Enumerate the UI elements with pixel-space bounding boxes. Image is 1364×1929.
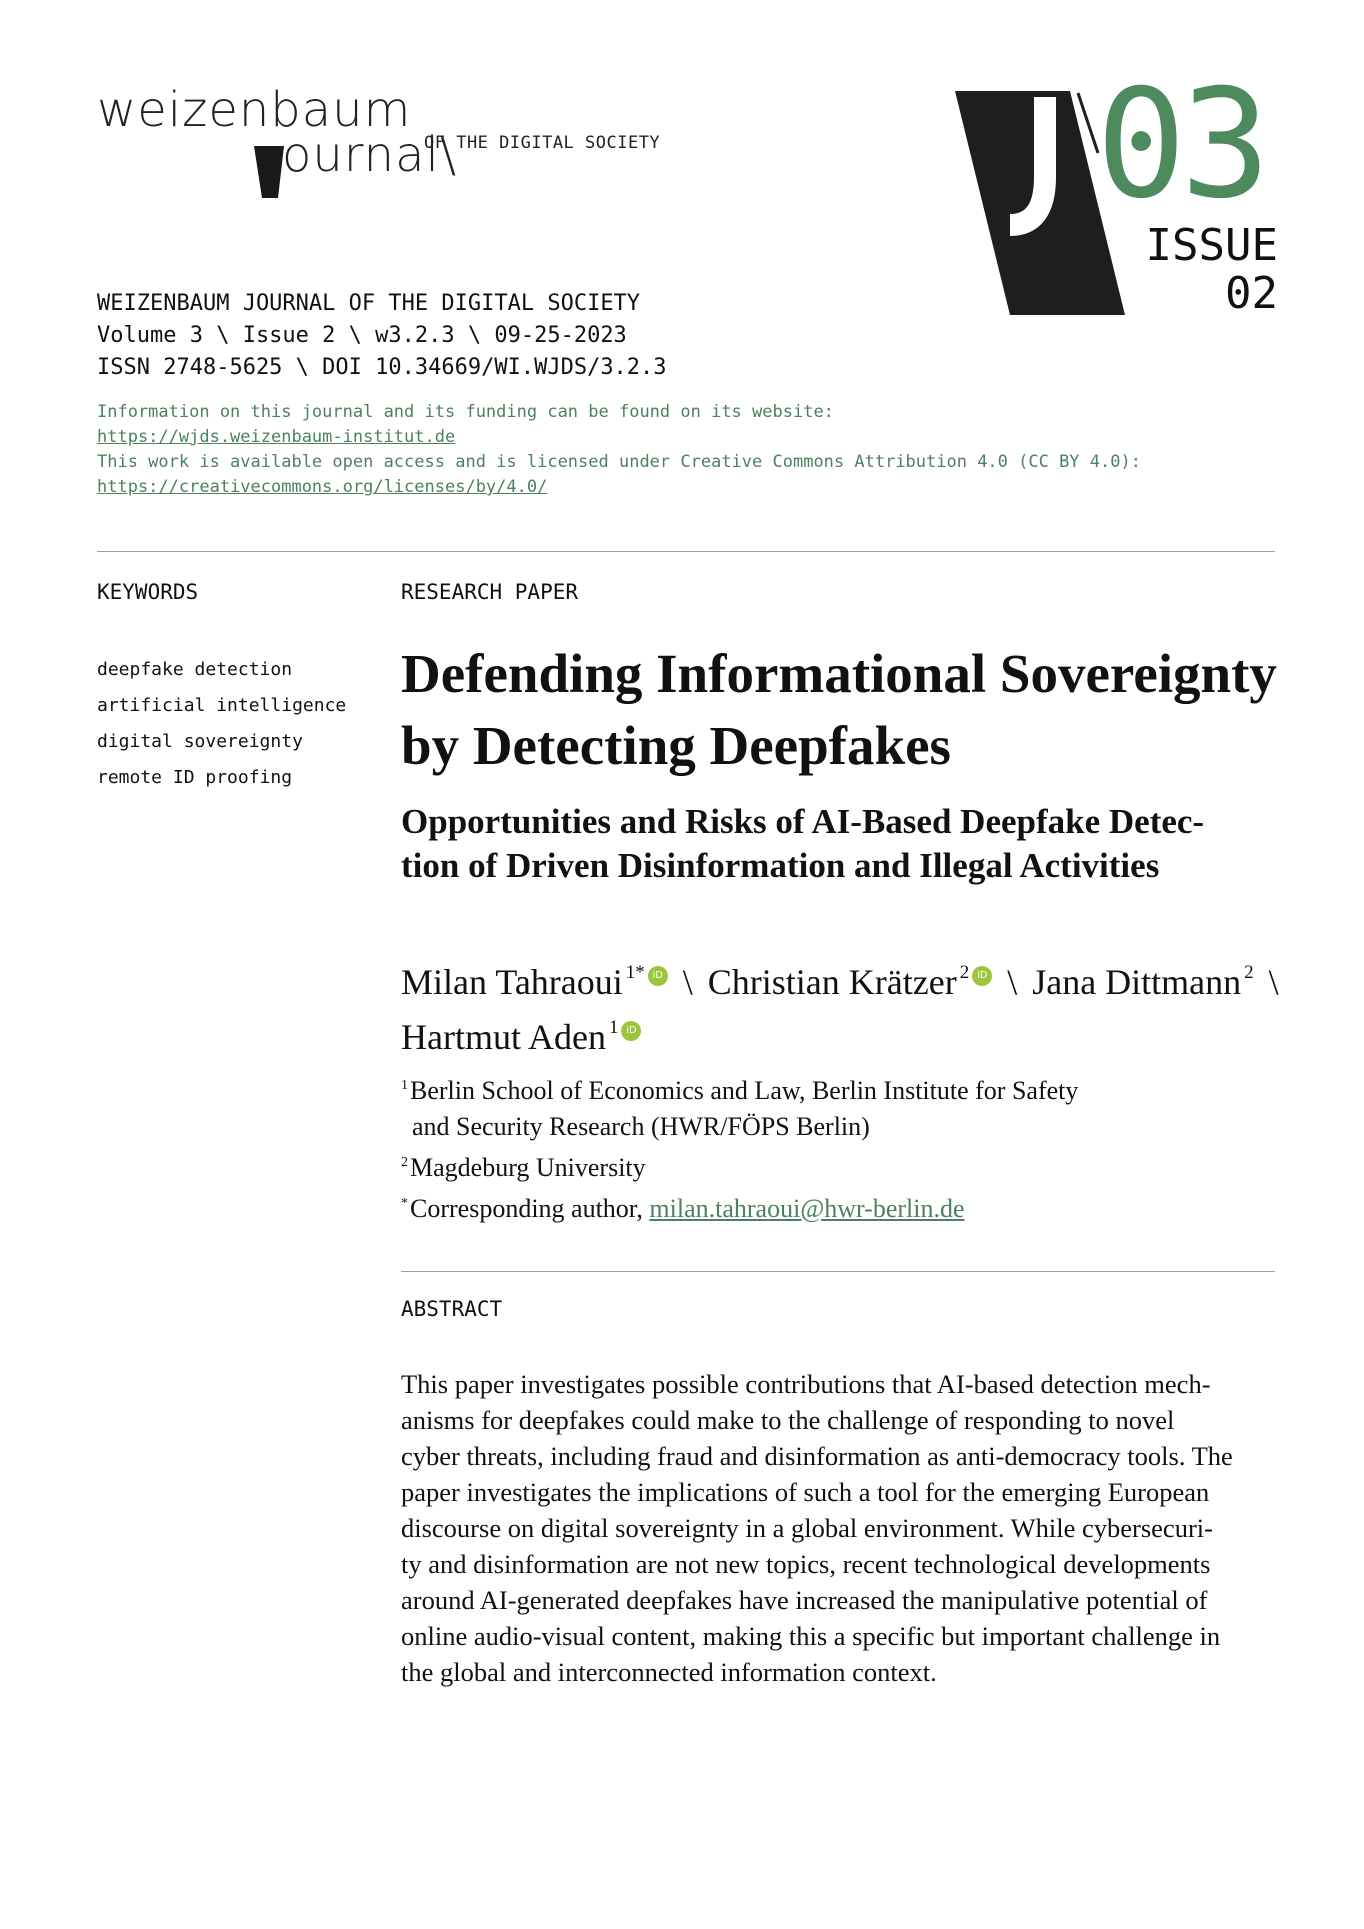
author-affiliation-mark: 2 — [959, 962, 970, 983]
abstract-body — [401, 1366, 1281, 1690]
author-name: Jana Dittmann — [1032, 962, 1242, 1002]
affiliation-mark: 2 — [401, 1155, 408, 1170]
author-list — [401, 950, 1301, 1060]
author-separator: \ — [1268, 962, 1279, 1002]
abstract-line: around AI-generated deepfakes have increased the manipulative potential of — [401, 1585, 1208, 1615]
affiliation-mark: 1 — [401, 1078, 408, 1093]
journal-metadata — [97, 288, 667, 384]
affiliation-2 — [401, 1145, 1301, 1186]
author-name: Milan Tahraoui — [401, 962, 623, 1002]
abstract-line: the global and interconnected information context. — [401, 1657, 937, 1687]
keywords-heading: KEYWORDS — [97, 580, 199, 604]
corresponding-author — [401, 1186, 1301, 1227]
paper-subtitle-line: Opportunities and Risks of AI-Based Deepfake Detec- — [401, 802, 1205, 841]
author-separator: \ — [682, 962, 693, 1002]
abstract-line: paper investigates the implications of such a tool for the emerging European — [401, 1477, 1210, 1507]
paper-title-line: Defending Informational Sovereignty — [401, 643, 1277, 704]
abstract-line: cyber threats, including fraud and disinformation as anti-democracy tools. The — [401, 1441, 1233, 1471]
license-link[interactable]: https://creativecommons.org/licenses/by/4.0/ — [97, 477, 548, 497]
paper-subtitle-line: tion of Driven Disinformation and Illegal Activities — [401, 846, 1160, 885]
issn-doi-line: ISSN 2748-5625 \ DOI 10.34669/WI.WJDS/3.2.3 — [97, 355, 667, 380]
affiliation-1 — [401, 1068, 1301, 1109]
author-affiliation-mark: 2 — [1244, 962, 1254, 983]
journal-logo-tagline: OF THE DIGITAL SOCIETY — [424, 133, 661, 153]
abstract-heading: ABSTRACT — [401, 1297, 503, 1321]
abstract-line: discourse on digital sovereignty in a global environment. While cybersecuri- — [401, 1513, 1213, 1543]
affiliation-text: Berlin School of Economics and Law, Berlin Institute for Safety — [410, 1076, 1079, 1105]
affiliation-text: Magdeburg University — [410, 1153, 646, 1182]
license-text: This work is available open access and is licensed under Creative Commons Attribution 4.0 (CC BY 4.0): — [97, 452, 1141, 472]
paper-title-line: by Detecting Deepfakes — [401, 715, 951, 776]
issue-label — [1146, 222, 1278, 318]
author-separator: \ — [1007, 962, 1018, 1002]
abstract-line: anisms for deepfakes could make to the challenge of responding to novel — [401, 1405, 1175, 1435]
keyword-item: remote ID proofing — [97, 767, 293, 788]
journal-info — [97, 400, 1141, 500]
affiliation-1-cont: and Security Research (HWR/FÖPS Berlin) — [412, 1112, 870, 1141]
funding-text: Information on this journal and its funding can be found on its website: — [97, 402, 834, 422]
volume-number: 03 — [1096, 58, 1265, 232]
author-affiliation-mark: 1 — [608, 1017, 619, 1038]
paper-type-label: RESEARCH PAPER — [401, 580, 579, 604]
author-affiliation-mark: 1* — [625, 962, 645, 983]
keywords-list — [97, 652, 346, 796]
website-link[interactable]: https://wjds.weizenbaum-institut.de — [97, 427, 456, 447]
abstract-line: online audio-visual content, making this a specific but important challenge in — [401, 1621, 1221, 1651]
orcid-icon[interactable]: iD — [648, 966, 668, 986]
corresponding-email-link[interactable]: milan.tahraoui@hwr-berlin.de — [649, 1194, 965, 1223]
keyword-item: digital sovereignty — [97, 731, 303, 752]
issue-number: 02 — [1225, 268, 1278, 319]
keyword-item: deepfake detection — [97, 659, 293, 680]
paper-subtitle — [401, 800, 1281, 888]
keyword-item: artificial intelligence — [97, 695, 347, 716]
divider-top — [97, 551, 1275, 552]
abstract-line: ty and disinformation are not new topics, recent technological developments — [401, 1549, 1211, 1579]
journal-logo-j-mark — [254, 146, 284, 198]
journal-logo-journal: ournal\ — [282, 127, 458, 183]
author-name: Hartmut Aden — [401, 1017, 606, 1057]
orcid-icon[interactable]: iD — [621, 1021, 641, 1041]
paper-title — [401, 638, 1281, 782]
corresponding-mark: * — [401, 1196, 408, 1211]
abstract-line: This paper investigates possible contributions that AI-based detection mech- — [401, 1369, 1211, 1399]
journal-logo-word: weizenbaum — [97, 82, 412, 138]
volume-line: Volume 3 \ Issue 2 \ w3.2.3 \ 09-25-2023 — [97, 323, 627, 348]
issue-label-text: ISSUE — [1145, 220, 1278, 271]
divider-abstract — [401, 1271, 1275, 1272]
journal-name: WEIZENBAUM JOURNAL OF THE DIGITAL SOCIETY — [97, 291, 641, 316]
corresponding-text: Corresponding author, — [410, 1194, 650, 1223]
author-name: Christian Krätzer — [707, 962, 957, 1002]
affiliations — [401, 1068, 1301, 1227]
orcid-icon[interactable]: iD — [972, 966, 992, 986]
